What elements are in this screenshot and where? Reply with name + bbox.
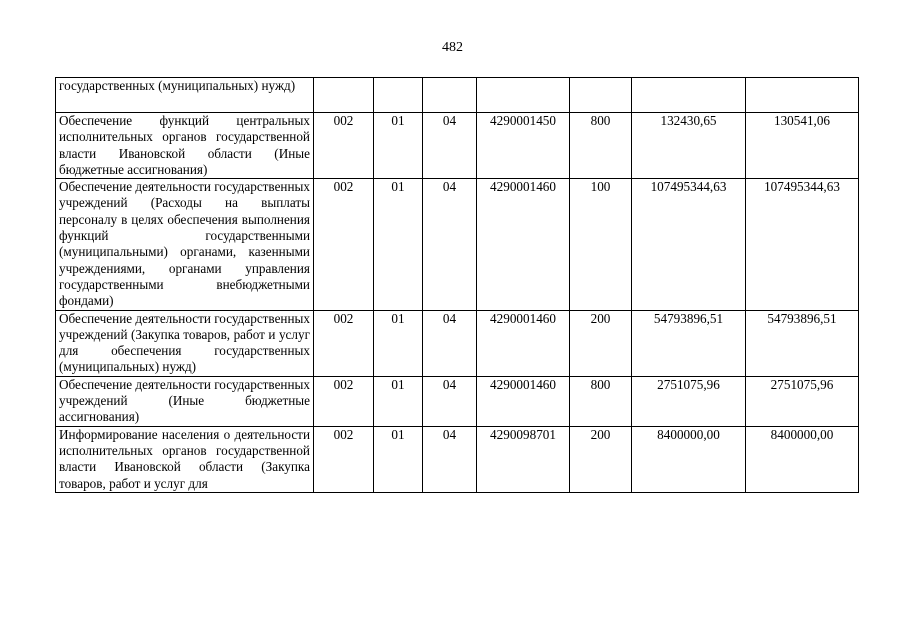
expense-type-code: 100 — [570, 179, 632, 310]
subsection-code: 04 — [423, 310, 477, 376]
amount-year-2: 2751075,96 — [746, 376, 859, 426]
budget-table — [55, 77, 859, 493]
row-description: Обеспечение деятельности государственных учреждений (Закупка товаров, работ и услуг для обеспечения государственных (муниципальных) нужд) — [56, 310, 314, 376]
subsection-code — [423, 78, 477, 113]
ministry-code: 002 — [314, 113, 374, 179]
subsection-code: 04 — [423, 113, 477, 179]
section-code: 01 — [374, 179, 423, 310]
amount-year-1: 54793896,51 — [632, 310, 746, 376]
ministry-code: 002 — [314, 310, 374, 376]
table-row — [56, 113, 859, 179]
ministry-code: 002 — [314, 179, 374, 310]
amount-year-2: 8400000,00 — [746, 426, 859, 492]
table-row — [56, 179, 859, 310]
expense-type-code: 800 — [570, 113, 632, 179]
ministry-code — [314, 78, 374, 113]
amount-year-2: 107495344,63 — [746, 179, 859, 310]
amount-year-2 — [746, 78, 859, 113]
amount-year-2: 130541,06 — [746, 113, 859, 179]
amount-year-1: 132430,65 — [632, 113, 746, 179]
page-number: 482 — [442, 40, 463, 55]
subsection-code: 04 — [423, 426, 477, 492]
section-code: 01 — [374, 310, 423, 376]
section-code: 01 — [374, 113, 423, 179]
subsection-code: 04 — [423, 376, 477, 426]
target-article-code: 4290098701 — [477, 426, 570, 492]
row-description: государственных (муниципальных) нужд) — [56, 78, 314, 113]
target-article-code — [477, 78, 570, 113]
expense-type-code: 200 — [570, 426, 632, 492]
expense-type-code: 800 — [570, 376, 632, 426]
row-description: Обеспечение деятельности государственных учреждений (Расходы на выплаты персоналу в целях обеспечения выполнения функций государственными (муниципальными) органами, казенными учреждениями, органами управления государственными внебюджетными фондами) — [56, 179, 314, 310]
ministry-code: 002 — [314, 426, 374, 492]
target-article-code: 4290001460 — [477, 310, 570, 376]
row-description: Информирование населения о деятельности исполнительных органов государственной власти Ивановской области (Закупка товаров, работ и услуг для — [56, 426, 314, 492]
row-description: Обеспечение функций центральных исполнительных органов государственной власти Ивановской области (Иные бюджетные ассигнования) — [56, 113, 314, 179]
table-row — [56, 376, 859, 426]
amount-year-1 — [632, 78, 746, 113]
target-article-code: 4290001450 — [477, 113, 570, 179]
section-code — [374, 78, 423, 113]
target-article-code: 4290001460 — [477, 179, 570, 310]
subsection-code: 04 — [423, 179, 477, 310]
table-row — [56, 426, 859, 492]
target-article-code: 4290001460 — [477, 376, 570, 426]
table-row — [56, 78, 859, 113]
section-code: 01 — [374, 376, 423, 426]
row-description: Обеспечение деятельности государственных учреждений (Иные бюджетные ассигнования) — [56, 376, 314, 426]
section-code: 01 — [374, 426, 423, 492]
ministry-code: 002 — [314, 376, 374, 426]
expense-type-code: 200 — [570, 310, 632, 376]
amount-year-1: 2751075,96 — [632, 376, 746, 426]
expense-type-code — [570, 78, 632, 113]
amount-year-1: 107495344,63 — [632, 179, 746, 310]
table-row — [56, 310, 859, 376]
amount-year-1: 8400000,00 — [632, 426, 746, 492]
amount-year-2: 54793896,51 — [746, 310, 859, 376]
